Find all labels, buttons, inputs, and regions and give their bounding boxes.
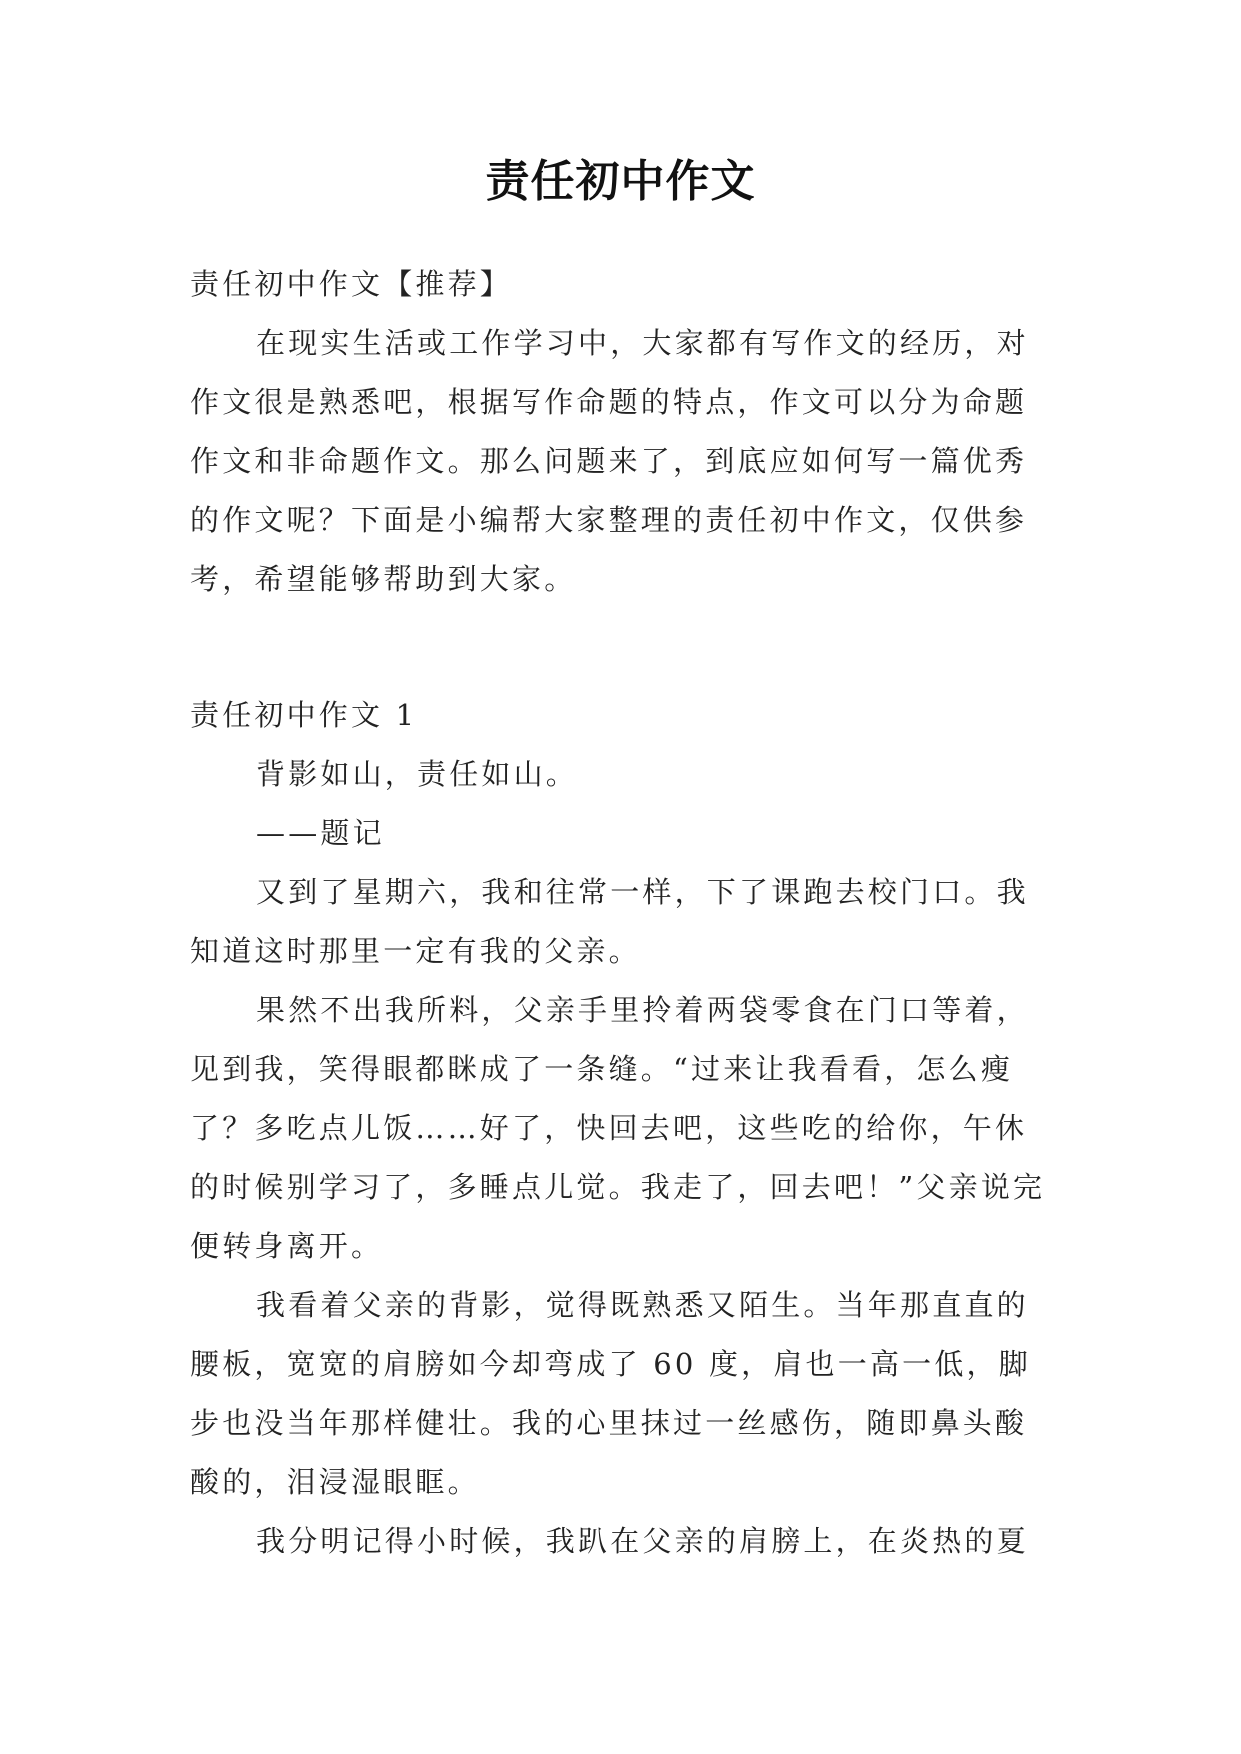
- intro-paragraph: 在现实生活或工作学习中，大家都有写作文的经历，对作文很是熟悉吧，根据写作命题的特点，作文可以分为命题作文和非命题作文。那么问题来了，到底应如何写一篇优秀的作文呢？下面是小编帮大家整理的责任初中作文，仅供参考，希望能够帮助到大家。: [190, 326, 1029, 596]
- body-paragraph: 果然不出我所料，父亲手里拎着两袋零食在门口等着，见到我，笑得眼都眯成了一条缝。“过来让我看看，怎么瘦了？多吃点儿饭……好了，快回去吧，这些吃的给你，午休的时候别学习了，多睡点儿觉。我走了，回去吧！”父亲说完便转身离开。: [190, 993, 1046, 1263]
- section-gap: [190, 609, 1050, 686]
- epigraph-attribution: ——题记: [256, 816, 385, 850]
- document-body: [190, 255, 1050, 1571]
- body-paragraph: 又到了星期六，我和往常一样，下了课跑去校门口。我知道这时那里一定有我的父亲。: [190, 875, 1029, 968]
- body-paragraph: 我看着父亲的背影，觉得既熟悉又陌生。当年那直直的腰板，宽宽的肩膀如今却弯成了 60 度，肩也一高一低，脚步也没当年那样健壮。我的心里抹过一丝感伤，随即鼻头酸酸的，泪浸湿眼眶。: [190, 1288, 1031, 1499]
- epigraph-line: 背影如山，责任如山。: [256, 757, 579, 791]
- essay-heading: 责任初中作文 1: [190, 698, 418, 732]
- document-title: 责任初中作文: [485, 156, 756, 207]
- subtitle-line: 责任初中作文【推荐】: [190, 267, 513, 301]
- body-paragraph: 我分明记得小时候，我趴在父亲的肩膀上，在炎热的夏: [256, 1524, 1029, 1558]
